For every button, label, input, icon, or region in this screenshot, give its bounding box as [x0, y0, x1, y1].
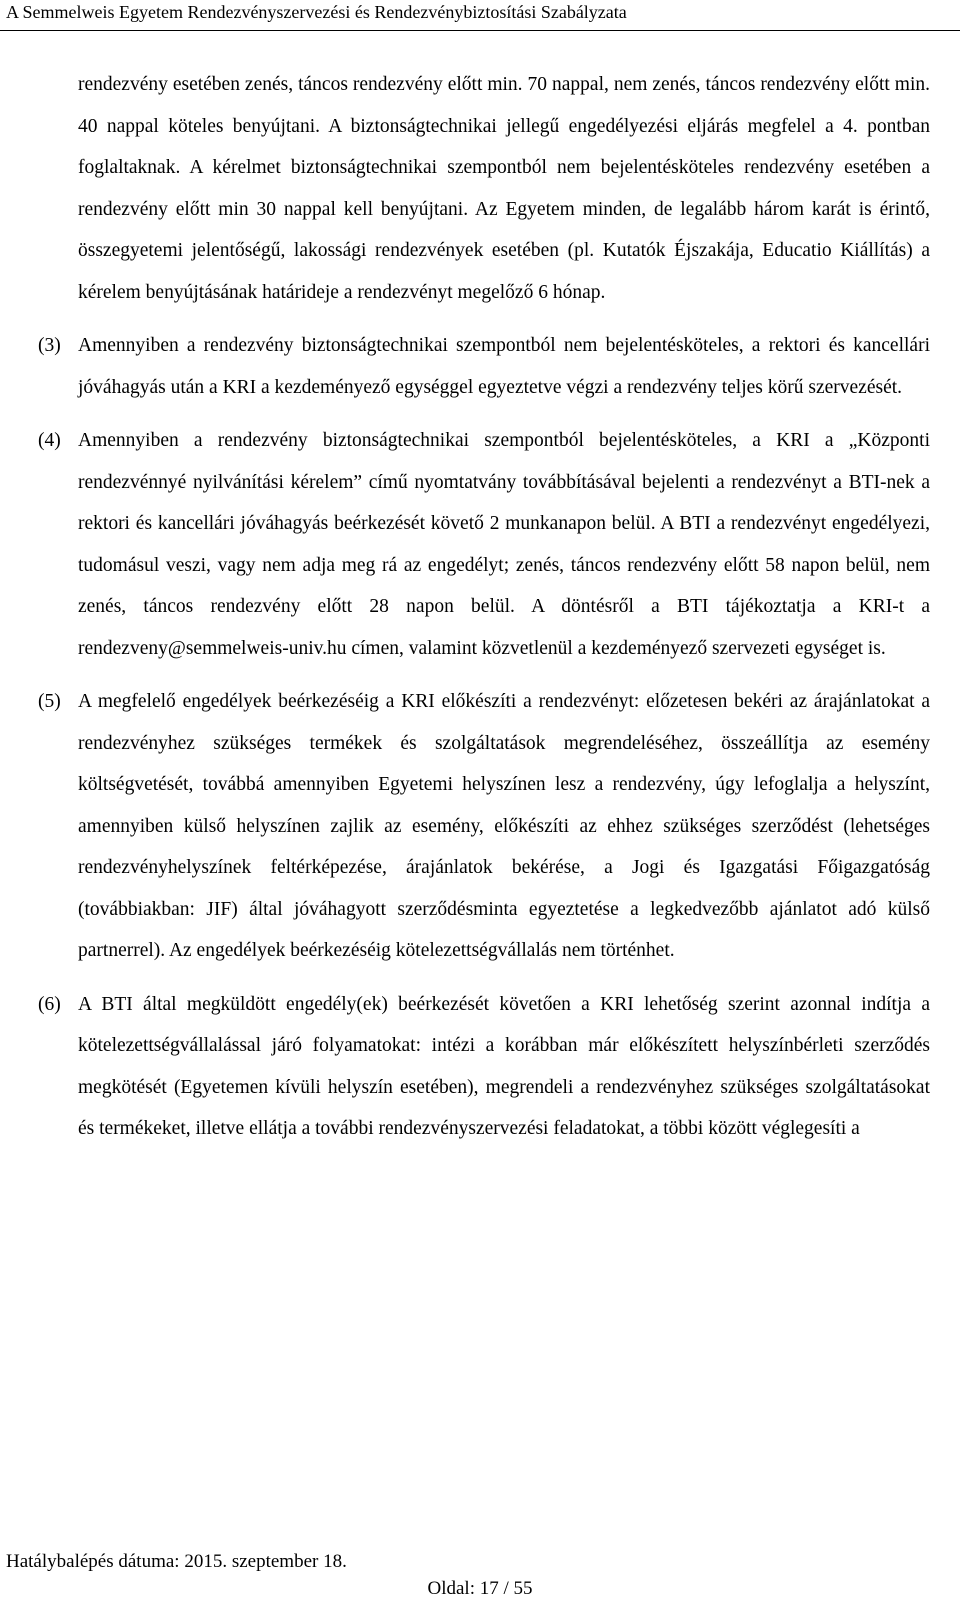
section-5 — [38, 681, 930, 972]
section-text: A BTI által megküldött engedély(ek) beérkezését követően a KRI lehetőség szerint azonnal indítja a kötelezettségvállalással járó folyamatokat: intézi a korábban már előkészített helyszínbérleti szerződés megkötését (Egyetemen kívüli helyszín esetében), megrendeli a rendezvényhez szükséges szolgáltatásokat és termékeket, illetve ellátja a további rendezvényszervezési feladatokat, a többi között véglegesíti a — [78, 993, 930, 1139]
effective-date: Hatálybalépés dátuma: 2015. szeptember 18. — [6, 1551, 347, 1572]
header-divider — [0, 30, 960, 31]
section-3 — [38, 325, 930, 408]
section-6 — [38, 984, 930, 1150]
intro-paragraph: rendezvény esetében zenés, táncos rendezvény előtt min. 70 nappal, nem zenés, táncos rendezvény előtt min. 40 nappal köteles benyújtani. A biztonságtechnikai jellegű engedélyezési eljárás megfelel a 4. pontban foglaltaknak. A kérelmet biztonságtechnikai szempontból nem bejelentésköteles rendezvény esetében a rendezvény előtt min 30 nappal kell benyújtani. Az Egyetem minden, de legalább három karát is érintő, összegyetemi jelentőségű, lakossági rendezvények esetében (pl. Kutatók Éjszakája, Educatio Kiállítás) a kérelem benyújtásának határideje a rendezvényt megelőző 6 hónap. — [78, 74, 930, 303]
section-number: (6) — [38, 993, 61, 1015]
document-header: A Semmelweis Egyetem Rendezvényszervezési és Rendezvénybiztosítási Szabályzata — [6, 2, 627, 22]
section-text: Amennyiben a rendezvény biztonságtechnikai szempontból bejelentésköteles, a KRI a „Központi rendezvénnyé nyilvánítási kérelem” című nyomtatvány továbbításával bejelenti a rendezvényt a BTI-nek a rektori és kancellári jóváhagyás beérkezését követő 2 munkanapon belül. A BTI a rendezvényt engedélyezi, tudomásul veszi, vagy nem adja meg rá az engedélyt; zenés, táncos rendezvény előtt 58 napon belül, nem zenés, táncos rendezvény előtt 28 napon belül. A döntésről a BTI tájékoztatja a KRI-t a rendezveny@semmelweis-univ.hu címen, valamint közvetlenül a kezdeményező szervezeti egységet is. — [78, 430, 930, 659]
page-number: Oldal: 17 / 55 — [427, 1578, 533, 1599]
section-number: (5) — [38, 691, 61, 712]
section-text: Amennyiben a rendezvény biztonságtechnikai szempontból nem bejelentésköteles, a rektori és kancellári jóváhagyás után a KRI a kezdeményező egységgel egyeztetve végzi a rendezvény teljes körű szervezését. — [78, 335, 930, 398]
section-text: A megfelelő engedélyek beérkezéséig a KRI előkészíti a rendezvényt: előzetesen bekéri az árajánlatokat a rendezvényhez szükséges termékek és szolgáltatások megrendeléséhez, összeállítja az esemény költségvetését, továbbá amennyiben Egyetemi helyszínen lesz a rendezvény, úgy lefoglalja a helyszínt, amennyiben külső helyszínen zajlik az esemény, előkészíti az ehhez szükséges szerződést (lehetséges rendezvényhelyszínek feltérképezése, árajánlatok bekérése, a Jogi és Igazgatási Főigazgatóság (továbbiakban: JIF) által jóváhagyott szerződésminta egyeztetése a legkedvezőbb ajánlatot adó külső partnerrel). Az engedélyek beérkezéséig kötelezettségvállalás nem történhet. — [78, 691, 930, 961]
section-number: (4) — [38, 430, 61, 451]
section-4 — [38, 420, 930, 669]
section-number: (3) — [38, 335, 61, 356]
document-body — [38, 64, 930, 1150]
